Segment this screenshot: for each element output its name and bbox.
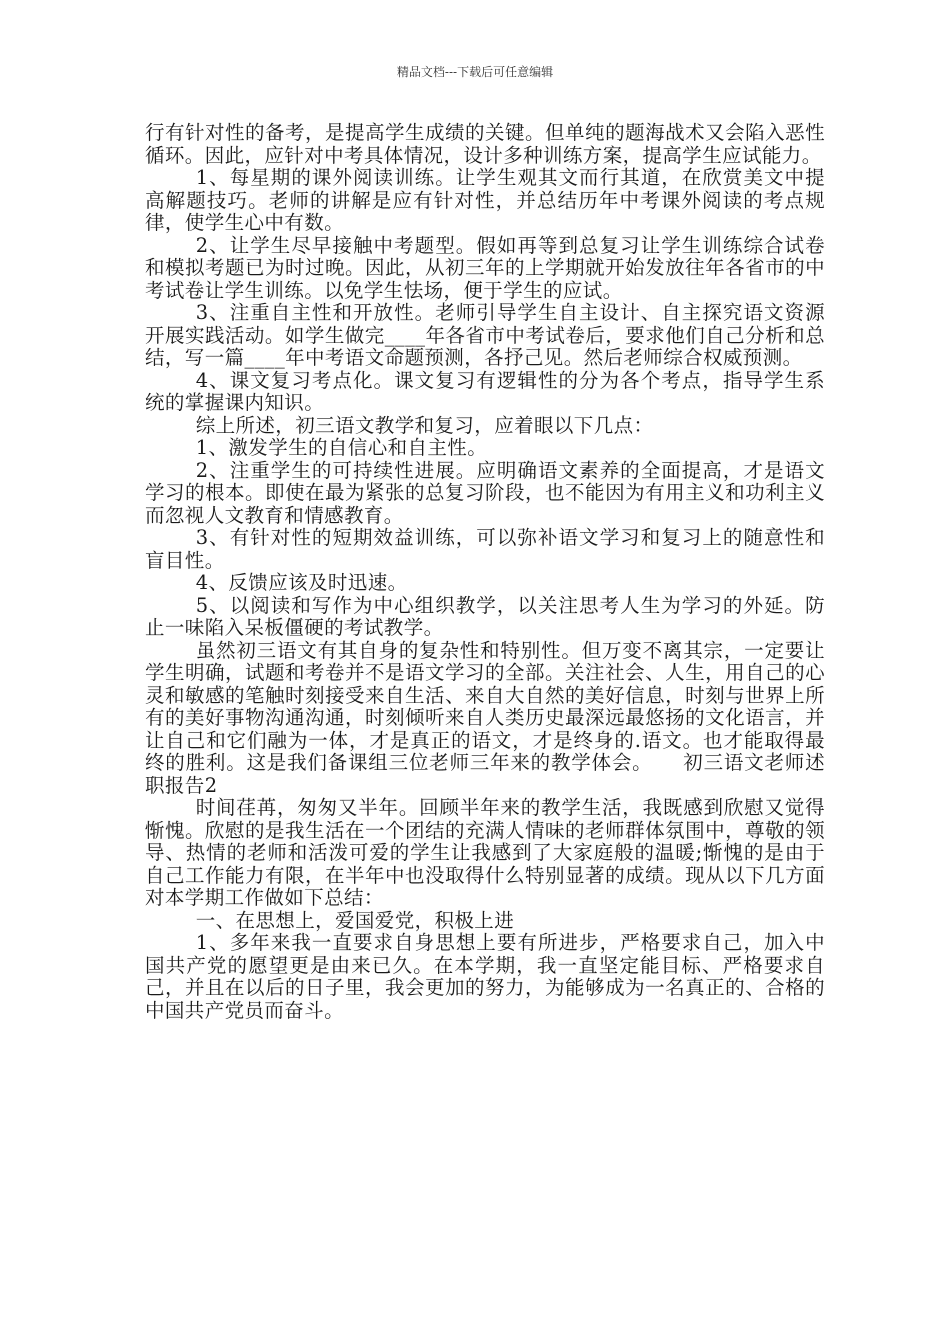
paragraph: 1、每星期的课外阅读训练。让学生观其文而行其道，在欣赏美文中提高解题技巧。老师的讲解是应有针对性，并总结历年中考课外阅读的考点规律，使学生心中有数。	[145, 166, 825, 234]
paragraph: 2、让学生尽早接触中考题型。假如再等到总复习让学生训练综合试卷和模拟考题已为时过晚。因此，从初三年的上学期就开始发放往年各省市的中考试卷让学生训练。以免学生怯场，便于学生的应试。	[145, 233, 825, 302]
paragraph: 3、有针对性的短期效益训练，可以弥补语文学习和复习上的随意性和盲目性。	[145, 526, 825, 572]
paragraph: 行有针对性的备考，是提高学生成绩的关键。但单纯的题海战术又会陷入恶性循环。因此，应针对中考具体情况，设计多种训练方案，提高学生应试能力。	[145, 121, 825, 167]
document-body	[145, 122, 825, 1022]
paragraph: 1、多年来我一直要求自身思想上要有所进步，严格要求自己，加入中国共产党的愿望更是由来已久。在本学期，我一直坚定能目标、严格要求自己，并且在以后的日子里，我会更加的努力，为能够成为一名真正的、合格的中国共产党员而奋斗。	[145, 931, 825, 1022]
paragraph: 3、注重自主性和开放性。老师引导学生自主设计、自主探究语文资源开展实践活动。如学生做完____年各省市中考试卷后，要求他们自己分析和总结，写一篇____年中考语文命题预测，各抒己见。然后老师综合权威预测。	[145, 301, 825, 369]
paragraph: 时间荏苒，匆匆又半年。回顾半年来的教学生活，我既感到欣慰又觉得惭愧。欣慰的是我生活在一个团结的充满人情味的老师群体氛围中，尊敬的领导、热情的老师和活泼可爱的学生让我感到了大家庭般的温暖;惭愧的是由于自己工作能力有限，在半年中也没取得什么特别显著的成绩。现从以下几方面对本学期工作做如下总结：	[145, 796, 825, 909]
section-heading: 一、在思想上，爱国爱党，积极上进	[195, 908, 515, 932]
paragraph: 综上所述，初三语文教学和复习，应着眼以下几点：	[195, 413, 654, 437]
paragraph: 4、课文复习考点化。课文复习有逻辑性的分为各个考点，指导学生系统的掌握课内知识。	[145, 368, 825, 414]
page-header: 精品文档---下载后可任意编辑	[396, 65, 554, 79]
paragraph: 5、以阅读和写作为中心组织教学，以关注思考人生为学习的外延。防止一味陷入呆板僵硬的考试教学。	[145, 593, 825, 639]
paragraph: 2、注重学生的可持续性进展。应明确语文素养的全面提高，才是语文学习的根本。即使在最为紧张的总复习阶段，也不能因为有用主义和功利主义而忽视人文教育和情感教育。	[145, 458, 825, 527]
paragraph: 虽然初三语文有其自身的复杂性和特别性。但万变不离其宗，一定要让学生明确，试题和考卷并不是语文学习的全部。关注社会、人生，用自己的心灵和敏感的笔触时刻接受来自生活、来自大自然的美好信息，时刻与世界上所有的美好事物沟通沟通，时刻倾听来自人类历史最深远最悠扬的文化语言，并让自己和它们融为一体，才是真正的语文，才是终身的.语文。也才能取得最终的胜利。这是我们备课组三位老师三年来的教学体会。 初三语文老师述职报告2	[145, 638, 825, 797]
paragraph: 4、反馈应该及时迅速。	[195, 571, 408, 594]
paragraph: 1、激发学生的自信心和自主性。	[195, 436, 488, 459]
